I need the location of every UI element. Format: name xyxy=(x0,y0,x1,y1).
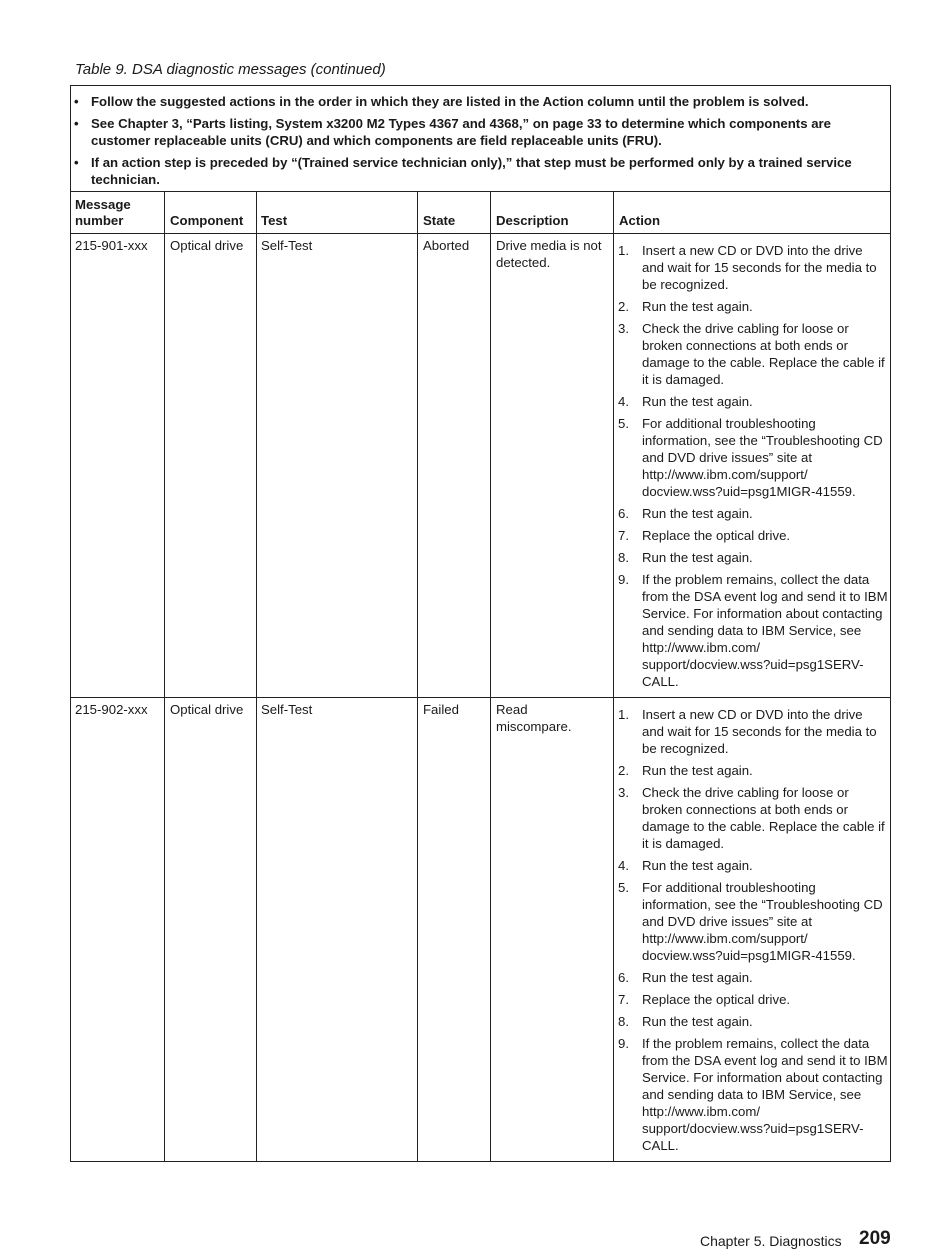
step-text: If the problem remains, collect the data from the DSA event log and send it to IBM Service. For information about contacting and sending data to IBM Service, see http://www.ibm.com/ support/docview.wss?uid=psg1SERV-CALL. xyxy=(642,572,888,689)
cell-component: Optical drive xyxy=(170,238,244,253)
action-step xyxy=(618,415,888,500)
step-text: Run the test again. xyxy=(642,1014,753,1029)
action-step xyxy=(618,505,888,522)
action-step xyxy=(618,1013,888,1030)
action-step xyxy=(618,320,888,388)
step-text: If the problem remains, collect the data from the DSA event log and send it to IBM Service. For information about contacting and sending data to IBM Service, see http://www.ibm.com/ support/docview.wss?uid=psg1SERV-CALL. xyxy=(642,1036,888,1153)
step-number: 6. xyxy=(618,970,629,985)
cell-description: Read miscompare. xyxy=(496,702,572,734)
step-text: Run the test again. xyxy=(642,858,753,873)
step-number: 3. xyxy=(618,321,629,336)
action-step xyxy=(618,969,888,986)
step-text: Insert a new CD or DVD into the drive and wait for 15 seconds for the media to be recognized. xyxy=(642,707,877,756)
note-item xyxy=(74,93,881,110)
note-text: See Chapter 3, “Parts listing, System x3200 M2 Types 4367 and 4368,” on page 33 to determine which components are customer replaceable units (CRU) and which components are field replaceable units (FRU). xyxy=(91,116,831,148)
column-divider xyxy=(256,192,257,1161)
action-step xyxy=(618,706,888,757)
action-step xyxy=(618,762,888,779)
step-number: 9. xyxy=(618,572,629,587)
action-step xyxy=(618,857,888,874)
header-message-number: Message number xyxy=(75,197,131,228)
cell-state: Aborted xyxy=(423,238,470,253)
action-step xyxy=(618,1035,888,1154)
action-step xyxy=(618,298,888,315)
step-text: Run the test again. xyxy=(642,299,753,314)
step-text: Run the test again. xyxy=(642,550,753,565)
step-text: Check the drive cabling for loose or broken connections at both ends or damage to the cable. Replace the cable if it is damaged. xyxy=(642,785,885,851)
column-divider xyxy=(490,192,491,1161)
step-number: 8. xyxy=(618,550,629,565)
action-step xyxy=(618,527,888,544)
header-state: State xyxy=(423,213,456,228)
note-item xyxy=(74,115,881,149)
cell-message-number: 215-902-xxx xyxy=(75,702,148,717)
step-number: 4. xyxy=(618,394,629,409)
action-step xyxy=(618,549,888,566)
step-text: For additional troubleshooting information, see the “Troubleshooting CD and DVD drive issues” site at http://www.ibm.com/support/ docview.wss?uid=psg1MIGR-41559. xyxy=(642,416,883,499)
step-number: 7. xyxy=(618,992,629,1007)
diagnostic-table xyxy=(70,85,891,1162)
action-step xyxy=(618,393,888,410)
step-text: Replace the optical drive. xyxy=(642,992,791,1007)
cell-description: Drive media is not detected. xyxy=(496,238,602,270)
step-number: 4. xyxy=(618,858,629,873)
cell-test: Self-Test xyxy=(261,702,313,717)
column-divider xyxy=(613,192,614,1161)
step-number: 1. xyxy=(618,707,629,722)
step-number: 5. xyxy=(618,880,629,895)
action-list xyxy=(618,242,888,695)
step-number: 6. xyxy=(618,506,629,521)
step-text: Run the test again. xyxy=(642,506,753,521)
column-divider xyxy=(417,192,418,1161)
cell-message-number: 215-901-xxx xyxy=(75,238,148,253)
step-text: Run the test again. xyxy=(642,763,753,778)
step-number: 2. xyxy=(618,299,629,314)
step-text: Check the drive cabling for loose or broken connections at both ends or damage to the cable. Replace the cable if it is damaged. xyxy=(642,321,885,387)
bullet-icon: • xyxy=(74,155,79,170)
step-text: Run the test again. xyxy=(642,970,753,985)
step-number: 2. xyxy=(618,763,629,778)
action-step xyxy=(618,784,888,852)
cell-state: Failed xyxy=(423,702,459,717)
column-divider xyxy=(164,192,165,1161)
page-number: 209 xyxy=(859,1228,891,1249)
action-step xyxy=(618,242,888,293)
step-number: 8. xyxy=(618,1014,629,1029)
header-divider xyxy=(71,233,890,234)
action-step xyxy=(618,879,888,964)
step-number: 7. xyxy=(618,528,629,543)
row-divider xyxy=(71,697,890,698)
bullet-icon: • xyxy=(74,94,79,109)
header-component: Component xyxy=(170,213,244,228)
step-text: Replace the optical drive. xyxy=(642,528,791,543)
table-caption: Table 9. DSA diagnostic messages (continued) xyxy=(75,61,386,78)
action-step xyxy=(618,571,888,690)
step-number: 3. xyxy=(618,785,629,800)
step-number: 9. xyxy=(618,1036,629,1051)
header-description: Description xyxy=(496,213,569,228)
header-action: Action xyxy=(619,213,661,228)
step-text: Run the test again. xyxy=(642,394,753,409)
action-step xyxy=(618,991,888,1008)
footer-chapter-label: Chapter 5. Diagnostics xyxy=(700,1233,842,1249)
step-text: Insert a new CD or DVD into the drive and wait for 15 seconds for the media to be recognized. xyxy=(642,243,877,292)
step-number: 5. xyxy=(618,416,629,431)
note-text: If an action step is preceded by “(Trained service technician only),” that step must be performed only by a trained service technician. xyxy=(91,155,852,187)
table-notes xyxy=(71,86,890,192)
bullet-icon: • xyxy=(74,116,79,131)
note-text: Follow the suggested actions in the order in which they are listed in the Action column until the problem is solved. xyxy=(91,94,809,109)
note-item xyxy=(74,154,881,188)
cell-component: Optical drive xyxy=(170,702,244,717)
cell-test: Self-Test xyxy=(261,238,313,253)
action-list xyxy=(618,706,888,1159)
header-test: Test xyxy=(261,213,288,228)
step-text: For additional troubleshooting information, see the “Troubleshooting CD and DVD drive issues” site at http://www.ibm.com/support/ docview.wss?uid=psg1MIGR-41559. xyxy=(642,880,883,963)
step-number: 1. xyxy=(618,243,629,258)
